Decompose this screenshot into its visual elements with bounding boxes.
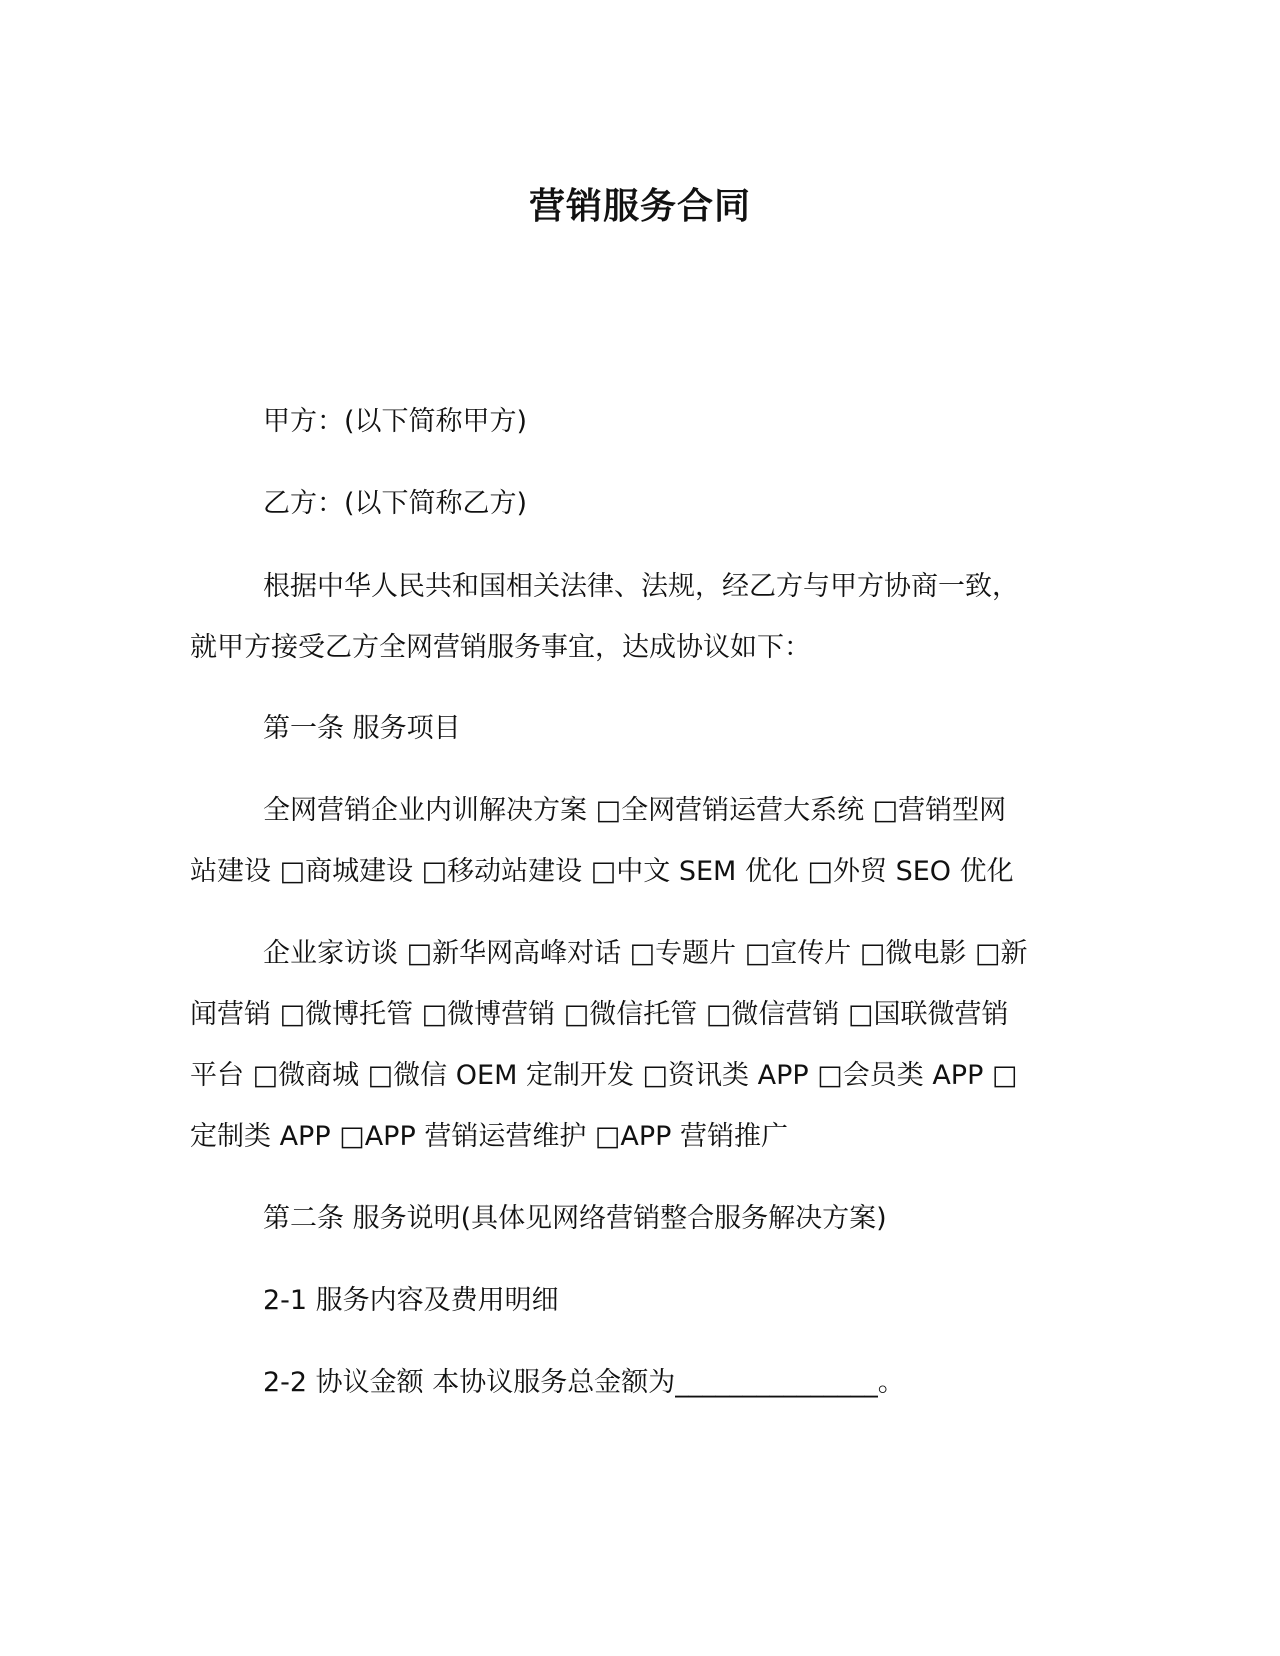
preamble-line-1: 根据中华人民共和国相关法律、法规，经乙方与甲方协商一致， [263, 571, 1019, 602]
preamble-line-2: 就甲方接受乙方全网营销服务事宜，达成协议如下： [190, 632, 811, 663]
article-1-heading: 第一条 服务项目 [263, 713, 461, 744]
party-b-line: 乙方：(以下简称乙方) [263, 488, 528, 519]
service-items-line-4: 闻营销 □微博托管 □微博营销 □微信托管 □微信营销 □国联微营销 [190, 999, 1009, 1030]
service-items-line-5: 平台 □微商城 □微信 OEM 定制开发 □资讯类 APP □会员类 APP □ [190, 1060, 1018, 1091]
service-items-line-3: 企业家访谈 □新华网高峰对话 □专题片 □宣传片 □微电影 □新 [263, 938, 1028, 969]
service-items-line-6: 定制类 APP □APP 营销运营维护 □APP 营销推广 [190, 1121, 789, 1152]
service-items-line-2: 站建设 □商城建设 □移动站建设 □中文 SEM 优化 □外贸 SEO 优化 [190, 856, 1014, 887]
party-a-line: 甲方：(以下简称甲方) [263, 406, 528, 437]
clause-2-1: 2-1 服务内容及费用明细 [263, 1285, 559, 1316]
article-2-heading: 第二条 服务说明(具体见网络营销整合服务解决方案) [263, 1203, 887, 1234]
clause-2-2: 2-2 协议金额 本协议服务总金额为_______________。 [263, 1367, 905, 1398]
document-title: 营销服务合同 [528, 186, 751, 227]
service-items-line-1: 全网营销企业内训解决方案 □全网营销运营大系统 □营销型网 [263, 795, 1007, 826]
